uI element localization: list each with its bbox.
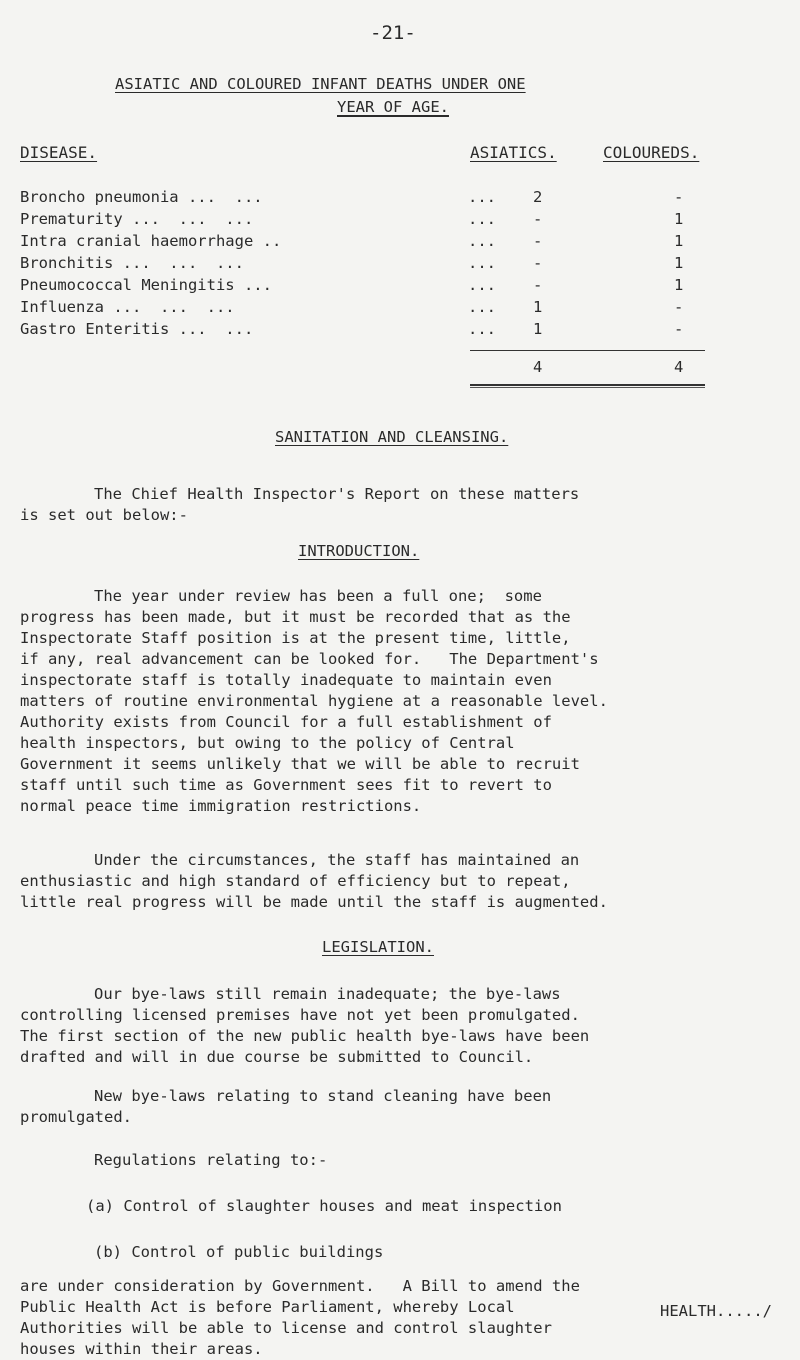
title-line-1: ASIATIC AND COLOURED INFANT DEATHS UNDER ONE: [115, 75, 526, 93]
table-rule-bottom: [470, 384, 705, 388]
table-row-disease: Bronchitis ... ... ...: [20, 254, 244, 272]
table-row-coloureds: 1: [674, 276, 684, 294]
intro-paragraph: [20, 484, 579, 526]
regulation-a: (a) Control of slaughter houses and meat inspection: [86, 1197, 562, 1215]
column-header-coloureds: COLOUREDS.: [603, 143, 700, 162]
column-header-asiatics: ASIATICS.: [470, 143, 557, 162]
table-row-asiatics: 1: [533, 298, 543, 316]
title-line-2: YEAR OF AGE.: [337, 98, 449, 116]
table-row-asiatics: 1: [533, 320, 543, 338]
table-row-disease: Pneumococcal Meningitis ...: [20, 276, 272, 294]
legislation-heading: LEGISLATION.: [322, 938, 434, 956]
table-row-disease: Prematurity ... ... ...: [20, 210, 254, 228]
table-row-disease: Broncho pneumonia ... ...: [20, 188, 263, 206]
text-line: New bye-laws relating to stand cleaning have been: [94, 1087, 552, 1105]
text-line: Authority exists from Council for a full establishment of: [20, 713, 552, 731]
table-row-dots: ...: [468, 276, 496, 294]
text-line: are under consideration by Government. A Bill to amend the: [20, 1277, 580, 1295]
table-row-dots: ...: [468, 298, 496, 316]
table-row-disease: Gastro Enteritis ... ...: [20, 320, 254, 338]
table-row-coloureds: 1: [674, 232, 684, 250]
text-line: drafted and will in due course be submitted to Council.: [20, 1048, 534, 1066]
table-row-asiatics: -: [533, 254, 543, 272]
table-row-coloureds: -: [674, 320, 684, 338]
text-line: inspectorate staff is totally inadequate to maintain even: [20, 671, 552, 689]
regulation-b: (b) Control of public buildings: [94, 1243, 384, 1261]
text-line: Our bye-laws still remain inadequate; the bye-laws: [94, 985, 561, 1003]
sanitation-heading: SANITATION AND CLEANSING.: [275, 428, 509, 446]
table-row-coloureds: -: [674, 298, 684, 316]
table-row-dots: ...: [468, 232, 496, 250]
table-row-dots: ...: [468, 254, 496, 272]
table-row-asiatics: -: [533, 210, 543, 228]
text-line: The year under review has been a full one; some: [94, 587, 542, 605]
text-line: health inspectors, but owing to the policy of Central: [20, 734, 515, 752]
text-line: Under the circumstances, the staff has maintained an: [94, 851, 580, 869]
table-row-dots: ...: [468, 188, 496, 206]
circumstances-paragraph: [20, 850, 608, 913]
text-line: if any, real advancement can be looked for. The Department's: [20, 650, 599, 668]
text-line: normal peace time immigration restrictions.: [20, 797, 422, 815]
text-line: Government it seems unlikely that we will be able to recruit: [20, 755, 580, 773]
text-line: The Chief Health Inspector's Report on these matters: [94, 485, 580, 503]
table-rule-top: [470, 350, 705, 351]
text-line: progress has been made, but it must be recorded that as the: [20, 608, 571, 626]
text-line: controlling licensed premises have not yet been promulgated.: [20, 1006, 580, 1024]
table-row-dots: ...: [468, 210, 496, 228]
text-line: Public Health Act is before Parliament, whereby Local: [20, 1298, 515, 1316]
introduction-paragraph: [20, 586, 608, 817]
new-byelaws-paragraph: [20, 1086, 551, 1128]
text-line: houses within their areas.: [20, 1340, 263, 1358]
text-line: is set out below:-: [20, 506, 188, 524]
total-coloureds: 4: [674, 358, 684, 376]
total-asiatics: 4: [533, 358, 543, 376]
closing-paragraph: [20, 1276, 580, 1360]
text-line: matters of routine environmental hygiene at a reasonable level.: [20, 692, 608, 710]
table-row-asiatics: 2: [533, 188, 543, 206]
table-row-asiatics: -: [533, 232, 543, 250]
column-header-disease: DISEASE.: [20, 143, 98, 162]
table-row-coloureds: -: [674, 188, 684, 206]
page-number: -21-: [370, 22, 416, 44]
continuation-marker: HEALTH...../: [660, 1302, 772, 1320]
text-line: staff until such time as Government sees fit to revert to: [20, 776, 552, 794]
text-line: Inspectorate Staff position is at the present time, little,: [20, 629, 571, 647]
text-line: Authorities will be able to license and control slaughter: [20, 1319, 552, 1337]
table-row-disease: Influenza ... ... ...: [20, 298, 235, 316]
table-row-dots: ...: [468, 320, 496, 338]
text-line: little real progress will be made until the staff is augmented.: [20, 893, 608, 911]
legislation-paragraph: [20, 984, 589, 1068]
text-line: promulgated.: [20, 1108, 132, 1126]
table-row-disease: Intra cranial haemorrhage ..: [20, 232, 282, 250]
table-row-coloureds: 1: [674, 210, 684, 228]
text-line: The first section of the new public health bye-laws have been: [20, 1027, 590, 1045]
regulations-intro: Regulations relating to:-: [94, 1151, 328, 1169]
table-row-asiatics: -: [533, 276, 543, 294]
introduction-heading: INTRODUCTION.: [298, 542, 420, 560]
text-line: enthusiastic and high standard of efficiency but to repeat,: [20, 872, 571, 890]
table-row-coloureds: 1: [674, 254, 684, 272]
